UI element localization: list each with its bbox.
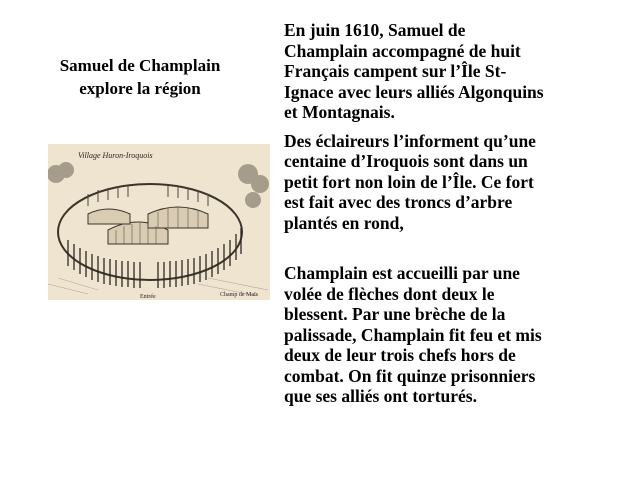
illustration-label-entrance: Entrée [140, 294, 156, 300]
text-line: palissade, Champlain fit feu et mis [284, 324, 542, 345]
text-line: centaine d’Iroquois sont dans un [284, 151, 528, 171]
text-line: plantés en rond, [284, 212, 404, 233]
text-line: combat. On fit quinze prisonniers [284, 365, 536, 386]
paragraph-3 [284, 263, 624, 407]
text-line: Ignace avec leurs alliés Algonquins [284, 81, 544, 102]
paragraph-2 [284, 131, 624, 234]
illustration-title: Village Huron-Iroquois [78, 151, 153, 160]
text-line: Des éclaireurs l’informent qu’une [284, 130, 536, 151]
text-line: que ses alliés ont torturés. [284, 386, 477, 406]
text-line: blessent. Par une brèche de la [284, 304, 506, 324]
village-sketch [48, 144, 270, 300]
illustration-label-cornfield: Champ de Maïs [220, 292, 258, 298]
paragraph-1 [284, 20, 624, 123]
caption-line-1: Samuel de Champlain [59, 56, 221, 75]
village-illustration [48, 144, 270, 300]
text-line: Champlain est accueilli par une [284, 263, 520, 283]
text-line: volée de flèches dont deux le [284, 283, 495, 304]
text-line: Champlain accompagné de huit [284, 40, 521, 61]
text-line: Français campent sur l’Île St- [284, 61, 507, 81]
narrative-text [284, 20, 624, 407]
text-line: En juin 1610, Samuel de [284, 20, 466, 40]
text-line: deux de leur trois chefs hors de [284, 345, 516, 365]
text-line: et Montagnais. [284, 102, 395, 122]
text-line: est fait avec des troncs d’arbre [284, 192, 513, 212]
caption-line-2: explore la région [79, 79, 201, 98]
text-line: petit fort non loin de l’Île. Ce fort [284, 171, 534, 192]
image-caption [30, 54, 250, 100]
